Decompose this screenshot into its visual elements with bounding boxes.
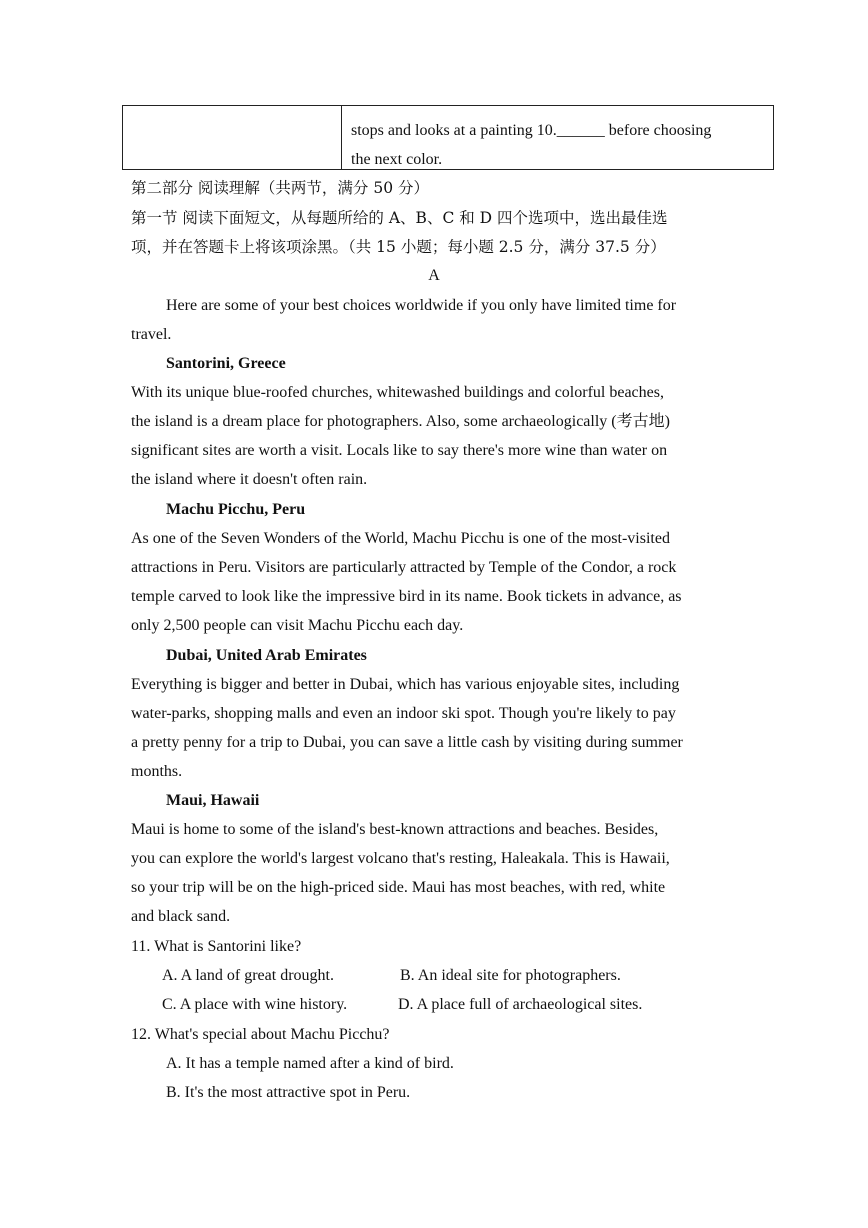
question-12-stem: 12. What's special about Machu Picchu? bbox=[131, 1026, 390, 1043]
answer-table bbox=[122, 105, 774, 170]
question-11-option-d: D. A place full of archaeological sites. bbox=[398, 996, 643, 1013]
paragraph-line: and black sand. bbox=[131, 908, 231, 925]
intro-line-1: Here are some of your best choices worldwide if you only have limited time for bbox=[166, 297, 677, 314]
intro-line-2: travel. bbox=[131, 326, 172, 343]
question-11-stem: 11. What is Santorini like? bbox=[131, 938, 302, 955]
paragraph-line: months. bbox=[131, 763, 183, 780]
paragraph-line: attractions in Peru. Visitors are particularly attracted by Temple of the Condor, a rock bbox=[131, 559, 677, 576]
paragraph-line: Maui is home to some of the island's best-known attractions and beaches. Besides, bbox=[131, 821, 659, 838]
table-cell-right bbox=[351, 116, 761, 174]
paragraph-line: only 2,500 people can visit Machu Picchu each day. bbox=[131, 617, 464, 634]
paragraph-line: temple carved to look like the impressive bird in its name. Book tickets in advance, as bbox=[131, 588, 682, 605]
paragraph-line: you can explore the world's largest volcano that's resting, Haleakala. This is Hawaii, bbox=[131, 850, 670, 867]
paragraph-line: the island is a dream place for photographers. Also, some archaeologically (考古地) bbox=[131, 413, 670, 430]
paragraph-line: With its unique blue-roofed churches, whitewashed buildings and colorful beaches, bbox=[131, 384, 664, 401]
question-12-option-b: B. It's the most attractive spot in Peru. bbox=[166, 1084, 411, 1101]
paragraph-line: significant sites are worth a visit. Locals like to say there's more wine than water on bbox=[131, 442, 668, 459]
passage-letter: A bbox=[428, 267, 440, 284]
table-cell-line-2: the next color. bbox=[351, 151, 443, 168]
paragraph-line: the island where it doesn't often rain. bbox=[131, 471, 368, 488]
question-11-option-b: B. An ideal site for photographers. bbox=[400, 967, 621, 984]
section-heading-dubai: Dubai, United Arab Emirates bbox=[166, 647, 367, 664]
section-heading-maui: Maui, Hawaii bbox=[166, 792, 260, 809]
question-11-option-a: A. A land of great drought. bbox=[162, 967, 334, 984]
table-divider bbox=[341, 106, 342, 169]
paragraph-line: As one of the Seven Wonders of the World, Machu Picchu is one of the most-visited bbox=[131, 530, 670, 547]
paragraph-line: Everything is bigger and better in Dubai, which has various enjoyable sites, including bbox=[131, 676, 680, 693]
table-cell-line-1: stops and looks at a painting 10.______ before choosing bbox=[351, 122, 712, 139]
question-11-option-c: C. A place with wine history. bbox=[162, 996, 348, 1013]
section-heading-machu-picchu: Machu Picchu, Peru bbox=[166, 501, 306, 518]
paragraph-line: water-parks, shopping malls and even an indoor ski spot. Though you're likely to pay bbox=[131, 705, 676, 722]
question-12-option-a: A. It has a temple named after a kind of bird. bbox=[166, 1055, 454, 1072]
paragraph-line: so your trip will be on the high-priced side. Maui has most beaches, with red, white bbox=[131, 879, 666, 896]
instruction-line-2: 项，并在答题卡上将该项涂黑。（共 15 小题；每小题 2.5 分，满分 37.5 分） bbox=[131, 238, 666, 256]
instruction-line-1: 第一节 阅读下面短文，从每题所给的 A、B、C 和 D 四个选项中，选出最佳选 bbox=[131, 209, 668, 227]
part-heading: 第二部分 阅读理解（共两节，满分 50 分） bbox=[131, 179, 430, 197]
paragraph-line: a pretty penny for a trip to Dubai, you can save a little cash by visiting during summer bbox=[131, 734, 683, 751]
section-heading-santorini: Santorini, Greece bbox=[166, 355, 286, 372]
